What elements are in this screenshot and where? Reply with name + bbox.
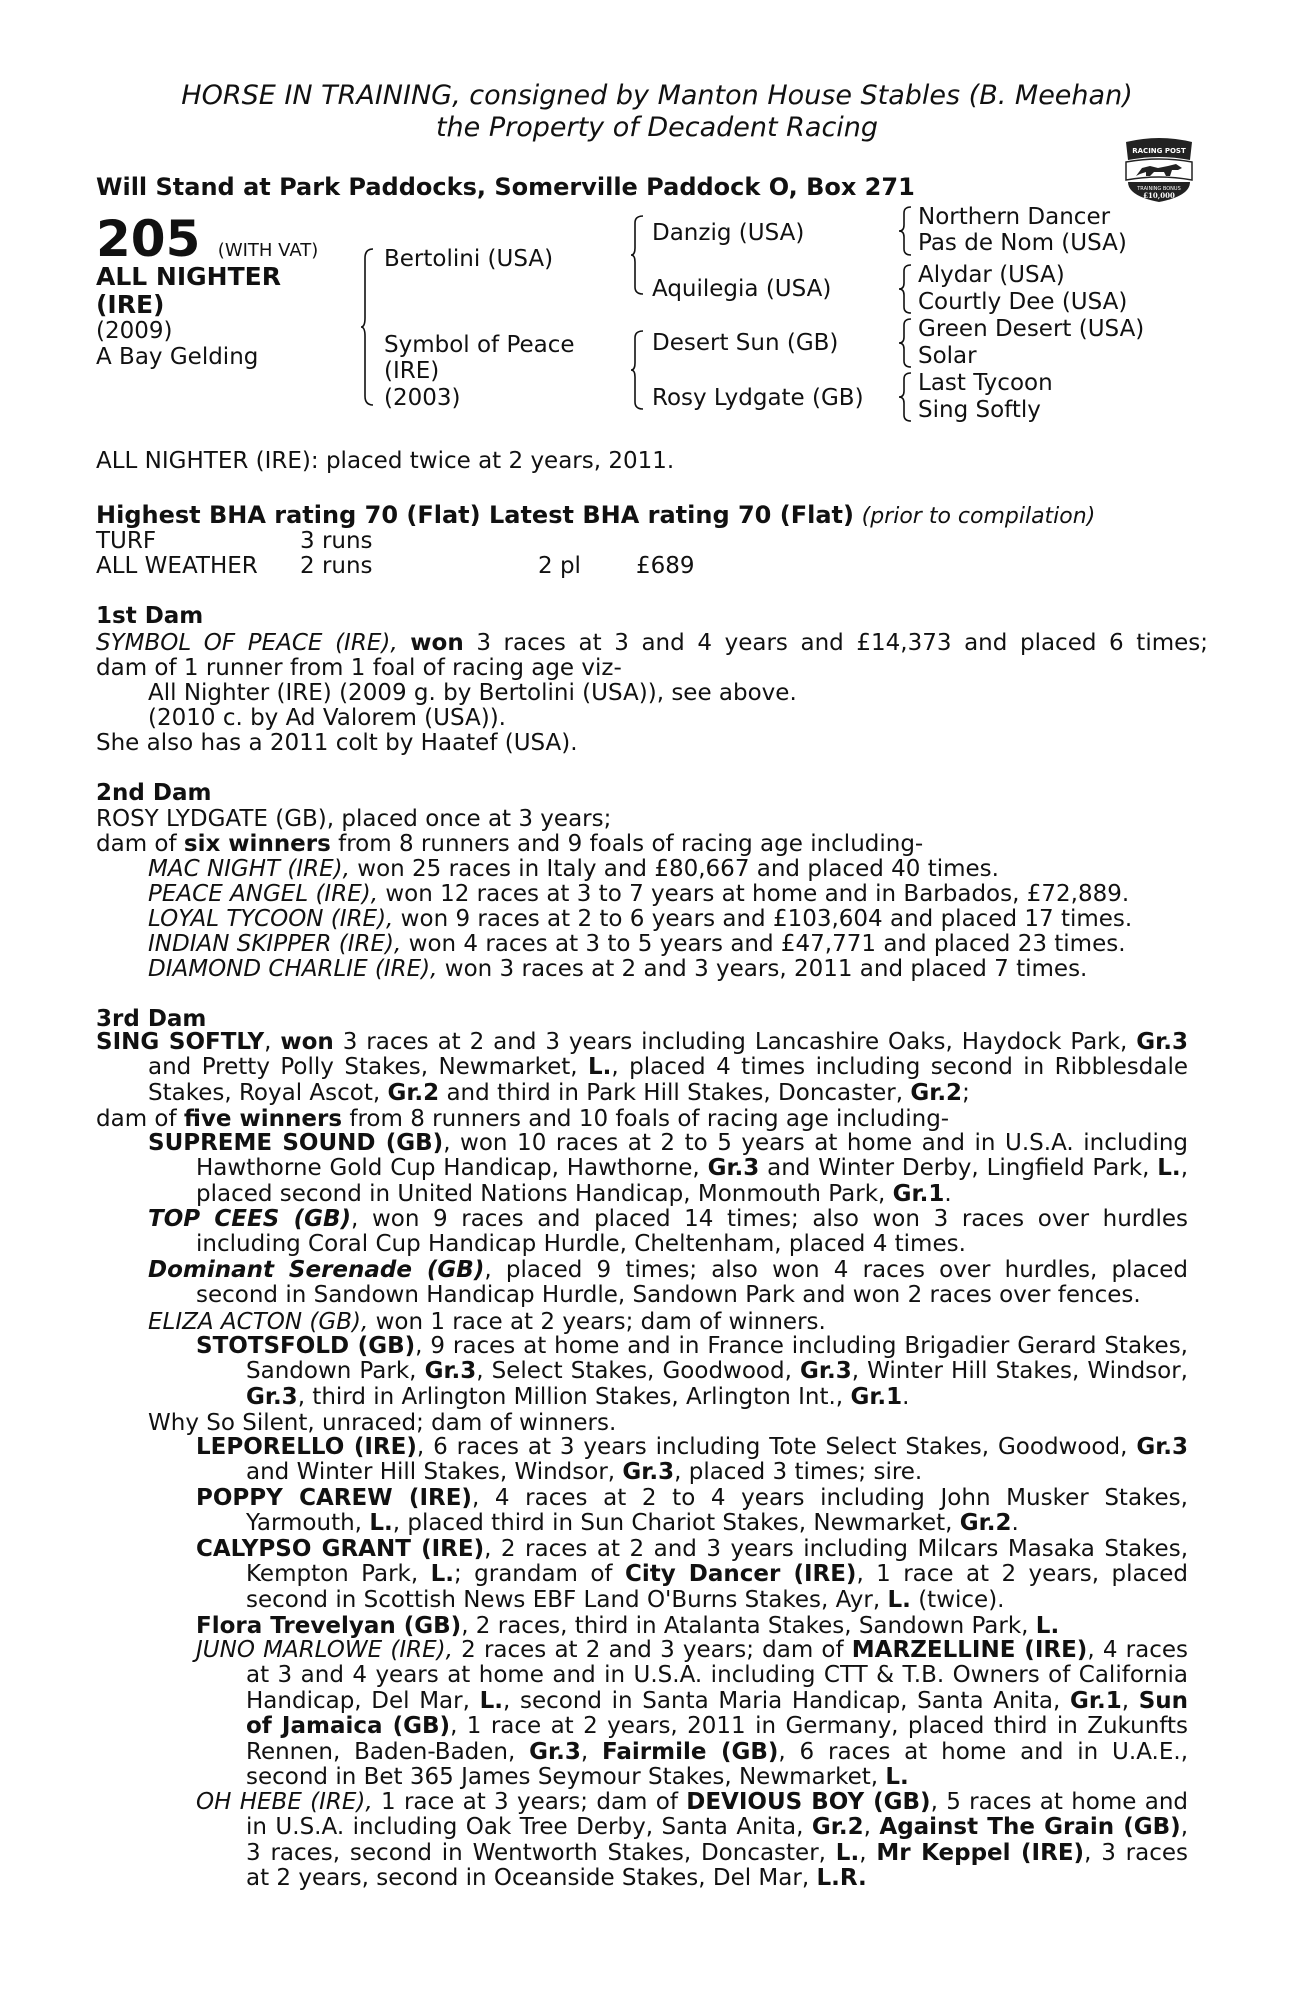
first-dam-line-1: SYMBOL OF PEACE (IRE), won 3 races at 3 and 4 years and £14,373 and placed 6 times; (96, 630, 1208, 656)
pedigree-brace-4 (898, 206, 912, 256)
pedigree-brace-3 (630, 330, 644, 410)
supreme-sound-entry: SUPREME SOUND (GB), won 10 races at 2 to 5 years at home and in U.S.A. including Hawthorne Gold Cup Handicap, Hawthorne, Gr.3 and Winter Derby, Lingfield Park, L., placed second in United Nations Handicap, Monmouth Park, Gr.1. (148, 1130, 1189, 1207)
header-line-2: the Property of Decadent Racing (435, 112, 879, 143)
poppy-carew-entry: POPPY CAREW (IRE), 4 races at 2 to 4 years including John Musker Stakes, Yarmouth, L., placed third in Sun Chariot Stakes, Newmarket, Gr.2. (196, 1485, 1188, 1537)
vat-note: (WITH VAT) (217, 240, 319, 261)
logo-middle-text: TRAINING BONUS (1137, 186, 1181, 192)
oh-hebe-entry: OH HEBE (IRE), 1 race at 3 years; dam of DEVIOUS BOY (GB), 5 races at home and in U.S.A. including Oak Tree Derby, Santa Anita, Gr.2, Against The Grain (GB), 3 races, second in Wentworth Stakes, Doncaster, L., Mr Keppel (IRE), 3 races at 2 years, second in Oceanside Stakes, Del Mar, L.R. (196, 1789, 1189, 1892)
first-dam-heading: 1st Dam (96, 603, 204, 629)
record-aw-placed: 2 pl (538, 553, 581, 579)
pedigree-dd: Rosy Lydgate (GB) (652, 385, 864, 411)
record-turf-label: TURF (96, 528, 157, 554)
pedigree-sd: Aquilegia (USA) (652, 276, 832, 302)
pedigree-sire: Bertolini (USA) (384, 246, 554, 272)
stotsfold-entry: STOTSFOLD (GB), 9 races at home and in France including Brigadier Gerard Stakes, Sandown Park, Gr.3, Select Stakes, Goodwood, Gr.3, Winter Hill Stakes, Windsor, Gr.3, third in Arlington Million Stakes, Arlington Int., Gr.1. (196, 1333, 1188, 1410)
eliza-acton-entry: ELIZA ACTON (GB), won 1 race at 2 years; dam of winners. (148, 1309, 826, 1335)
second-dam-runner: LOYAL TYCOON (IRE), won 9 races at 2 to 6 years and £103,604 and placed 17 times. (148, 906, 1133, 932)
first-dam-line-2: dam of 1 runner from 1 foal of racing age viz- (96, 655, 622, 681)
calypso-grant-entry: CALYPSO GRANT (IRE), 2 races at 2 and 3 years including Milcars Masaka Stakes, Kempton Park, L.; grandam of City Dancer (IRE), 1 race at 2 years, placed second in Scottish News EBF Land O'Burns Stakes, Ayr, L. (twice). (196, 1536, 1189, 1613)
lot-number: 205 (WITH VAT) (96, 210, 319, 268)
horse-description: A Bay Gelding (96, 344, 259, 370)
pedigree-ss: Danzig (USA) (652, 220, 805, 246)
pedigree-sss: Northern Dancer (918, 204, 1111, 230)
third-dam-dam-of: dam of five winners from 8 runners and 10 foals of racing age including- (96, 1106, 950, 1132)
logo-top-text: RACING POST (1132, 147, 1186, 155)
flora-trevelyan-entry: Flora Trevelyan (GB), 2 races, third in Atalanta Stakes, Sandown Park, L. (196, 1613, 1060, 1639)
first-dam-line-5: She also has a 2011 colt by Haatef (USA). (96, 730, 578, 756)
first-dam-line-4: (2010 c. by Ad Valorem (USA)). (148, 705, 506, 731)
pedigree-brace-6 (898, 318, 912, 368)
pedigree-ssd: Pas de Nom (USA) (918, 230, 1127, 256)
record-aw-prize: £689 (636, 553, 695, 579)
second-dam-runner: INDIAN SKIPPER (IRE), won 4 races at 3 to 5 years and £47,771 and placed 23 times. (148, 931, 1126, 957)
pedigree-dam-1: Symbol of Peace (384, 332, 575, 358)
pedigree-dam-2: (IRE) (384, 358, 440, 384)
rating-line: Highest BHA rating 70 (Flat) Latest BHA rating 70 (Flat) (prior to compilation) (96, 501, 1096, 529)
horse-name: ALL NIGHTER (96, 262, 281, 291)
pedigree-brace-2 (630, 215, 644, 295)
pedigree-dds: Last Tycoon (918, 370, 1053, 396)
second-dam-heading: 2nd Dam (96, 780, 212, 806)
summary-line: ALL NIGHTER (IRE): placed twice at 2 years, 2011. (96, 448, 675, 474)
pedigree-brace-1 (360, 248, 374, 406)
pedigree-ds: Desert Sun (GB) (652, 330, 839, 356)
second-dam-runner: MAC NIGHT (IRE), won 25 races in Italy and £80,667 and placed 40 times. (148, 856, 999, 882)
racing-post-horse-badge-icon (1120, 130, 1198, 208)
pedigree-sdd: Courtly Dee (USA) (918, 289, 1128, 315)
record-aw-runs: 2 runs (300, 553, 373, 579)
record-aw-label: ALL WEATHER (96, 553, 258, 579)
leporello-entry: LEPORELLO (IRE), 6 races at 3 years including Tote Select Stakes, Goodwood, Gr.3 and Winter Hill Stakes, Windsor, Gr.3, placed 3 times; sire. (196, 1434, 1188, 1486)
first-dam-line-3: All Nighter (IRE) (2009 g. by Bertolini (USA)), see above. (148, 680, 797, 706)
dominant-serenade-entry: Dominant Serenade (GB), placed 9 times; also won 4 races over hurdles, placed second in Sandown Handicap Hurdle, Sandown Park and won 2 races over fences. (148, 1257, 1188, 1309)
why-so-silent-entry: Why So Silent, unraced; dam of winners. (148, 1410, 617, 1436)
horse-year: (2009) (96, 318, 173, 344)
stand-location: Will Stand at Park Paddocks, Somerville Paddock O, Box 271 (96, 173, 915, 201)
header-line-1: HORSE IN TRAINING, consigned by Manton House Stables (B. Meehan) (181, 80, 1133, 111)
second-dam-runner: DIAMOND CHARLIE (IRE), won 3 races at 2 and 3 years, 2011 and placed 7 times. (148, 956, 1088, 982)
pedigree-dam-3: (2003) (384, 385, 461, 411)
second-dam-line-1: ROSY LYDGATE (GB), placed once at 3 years; (96, 806, 612, 832)
second-dam-runner: PEACE ANGEL (IRE), won 12 races at 3 to 7 years at home and in Barbados, £72,889. (148, 881, 1130, 907)
pedigree-brace-7 (898, 372, 912, 422)
logo-bottom-text: £10,000 (1143, 191, 1175, 200)
pedigree-ddd: Sing Softly (918, 397, 1041, 423)
third-dam-heading: 3rd Dam (96, 1006, 207, 1032)
second-dam-line-2: dam of six winners from 8 runners and 9 foals of racing age including- (96, 831, 924, 857)
pedigree-brace-5 (898, 264, 912, 314)
sing-softly-entry: SING SOFTLY, won 3 races at 2 and 3 years including Lancashire Oaks, Haydock Park, Gr.3 and Pretty Polly Stakes, Newmarket, L., placed 4 times including second in Ribblesdale Stakes, Royal Ascot, Gr.2 and third in Park Hill Stakes, Doncaster, Gr.2; (96, 1029, 1188, 1106)
record-turf-runs: 3 runs (300, 528, 373, 554)
pedigree-dsd: Solar (918, 343, 977, 369)
pedigree-sds: Alydar (USA) (918, 262, 1065, 288)
horse-country: (IRE) (96, 290, 165, 319)
pedigree-dss: Green Desert (USA) (918, 316, 1145, 342)
juno-marlowe-entry: JUNO MARLOWE (IRE), 2 races at 2 and 3 years; dam of MARZELLINE (IRE), 4 races at 3 and 4 years at home and in U.S.A. including CTT & T.B. Owners of California Handicap, Del Mar, L., second in Santa Maria Handicap, Santa Anita, Gr.1, Sun of Jamaica (GB), 1 race at 2 years, 2011 in Germany, placed third in Zukunfts Rennen, Baden-Baden, Gr.3, Fairmile (GB), 6 races at home and in U.A.E., second in Bet 365 James Seymour Stakes, Newmarket, L. (196, 1637, 1189, 1791)
top-cees-entry: TOP CEES (GB), won 9 races and placed 14 times; also won 3 races over hurdles including Coral Cup Handicap Hurdle, Cheltenham, placed 4 times. (148, 1206, 1188, 1258)
